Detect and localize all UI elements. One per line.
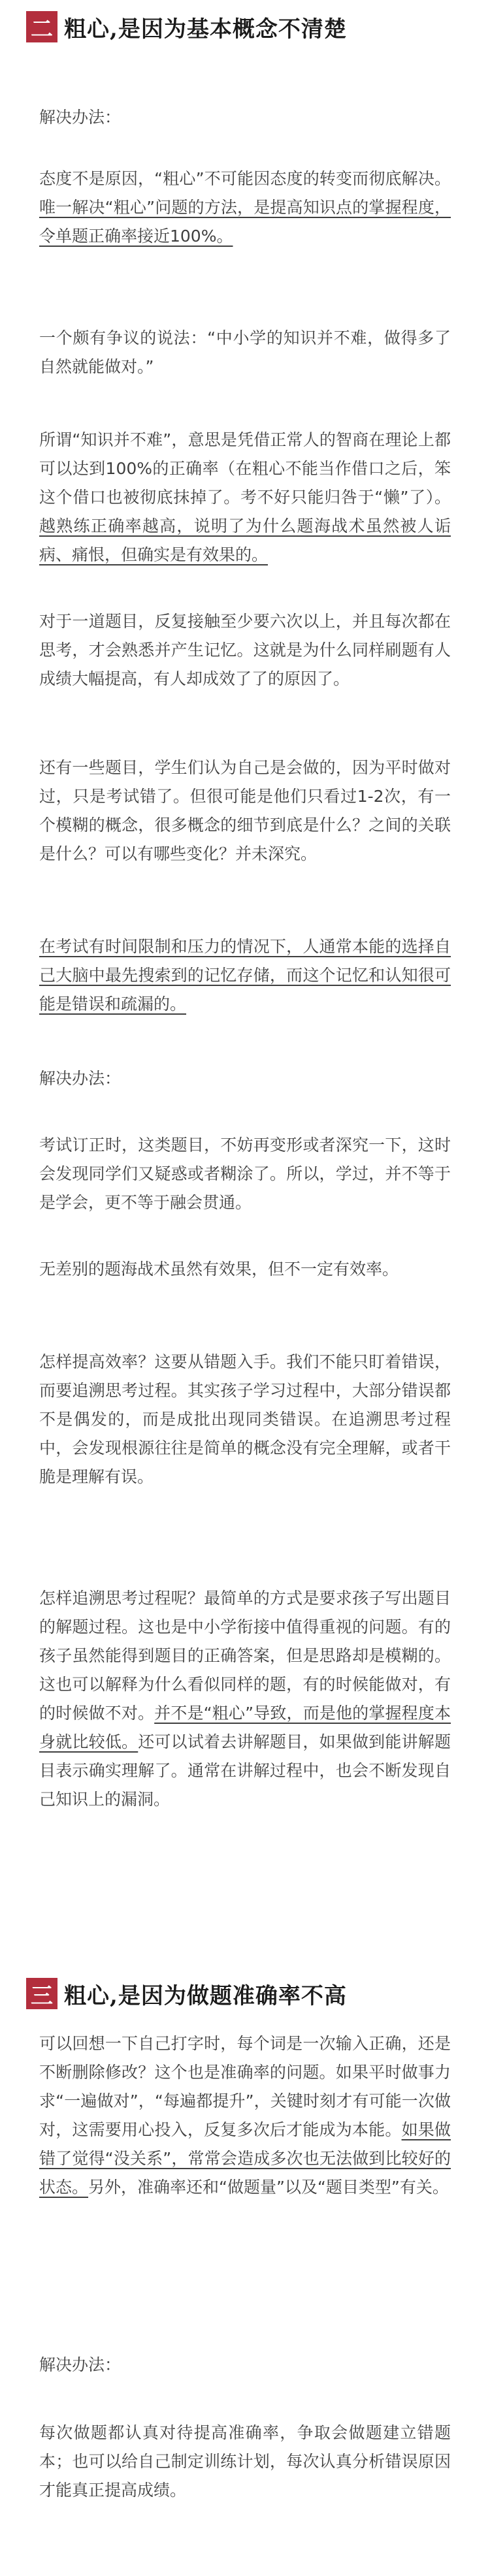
underlined-text: 越熟练正确率越高，说明了为什么题海战术虽然被人诟病、痛恨，但确实是有效果的。 bbox=[39, 517, 451, 564]
paragraph bbox=[39, 932, 451, 1019]
section-number-badge: 三 bbox=[26, 1978, 57, 2009]
underlined-text: 唯一解决“粗心”问题的方法，是提高知识点的掌握程度，令单题正确率接近100%。 bbox=[39, 198, 451, 246]
underlined-text: 并不是“粗心”导致，而是他的掌握程度本身就比较低。 bbox=[39, 1704, 451, 1751]
underlined-text: 如果做错了觉得“没关系”，常常会造成多次也无法做到比较好的状态。 bbox=[39, 2120, 451, 2197]
paragraph: 对于一道题目，反复接触至少要六次以上，并且每次都在思考，才会熟悉并产生记忆。这就是为什么同样刷题有人成绩大幅提高，有人却成效了了的原因了。 bbox=[39, 612, 451, 688]
paragraph: 考试订正时，这类题目，不妨再变形或者深究一下，这时会发现同学们又疑惑或者糊涂了。所以，学过，并不等于是学会，更不等于融会贯通。 bbox=[39, 1136, 451, 1212]
section-title: 粗心,是因为基本概念不清楚 bbox=[64, 16, 347, 42]
paragraph: 每次做题都认真对待提高准确率，争取会做题建立错题本；也可以给自己制定训练计划，每次认真分析错误原因才能真正提高成绩。 bbox=[39, 2423, 451, 2500]
paragraph: 解决办法： bbox=[39, 108, 122, 127]
section-number-badge: 二 bbox=[26, 11, 57, 42]
paragraph: 解决办法： bbox=[39, 2355, 122, 2374]
paragraph: 可以回想一下自己打字时，每个词是一次输入正确，还是不断删除修改？这个也是准确率的问题。如果平时做事力求“一遍做对”，“每遍都提升”，关键时刻才有可能一次做对，这需要用心投入，反复多次后才能成为本能。如果做错了觉得“没关系”，常常会造成多次也无法做到比较好的状态。另外，准确率还和“做题量”以及“题目类型”有关。 bbox=[39, 2034, 451, 2197]
section-heading bbox=[26, 1977, 347, 2010]
section-heading bbox=[26, 10, 347, 43]
paragraph: 态度不是原因，“粗心”不可能因态度的转变而彻底解决。唯一解决“粗心”问题的方法，是提高知识点的掌握程度，令单题正确率接近100%。 bbox=[39, 169, 451, 246]
paragraph: 怎样追溯思考过程呢？最简单的方式是要求孩子写出题目的解题过程。这也是中小学衔接中值得重视的问题。有的孩子虽然能得到题目的正确答案，但是思路却是模糊的。这也可以解释为什么看似同样的题，有的时候能做对，有的时候做不对。并不是“粗心”导致，而是他的掌握程度本身就比较低。还可以试着去讲解题目，如果做到能讲解题目表示确实理解了。通常在讲解过程中，也会不断发现自己知识上的漏洞。 bbox=[39, 1589, 451, 1809]
section-title: 粗心,是因为做题准确率不高 bbox=[64, 1982, 347, 2009]
paragraph: 无差别的题海战术虽然有效果，但不一定有效率。 bbox=[39, 1260, 399, 1279]
paragraph: 怎样提高效率？这要从错题入手。我们不能只盯着错误，而要追溯思考过程。其实孩子学习过程中，大部分错误都不是偶发的，而是成批出现同类错误。在追溯思考过程中，会发现根源往往是简单的概念没有完全理解，或者干脆是理解有误。 bbox=[39, 1352, 451, 1486]
paragraph: 解决办法： bbox=[39, 1069, 122, 1088]
paragraph: 一个颇有争议的说法：“中小学的知识并不难，做得多了自然就能做对。” bbox=[39, 328, 451, 376]
underlined-text: 在考试有时间限制和压力的情况下，人通常本能的选择自己大脑中最先搜索到的记忆存储，而这个记忆和认知很可能是错误和疏漏的。 bbox=[39, 937, 451, 1013]
paragraph: 还有一些题目，学生们认为自己是会做的，因为平时做对过，只是考试错了。但很可能是他们只看过1-2次，有一个模糊的概念，很多概念的细节到底是什么？之间的关联是什么？可以有哪些变化？并未深究。 bbox=[39, 758, 451, 863]
paragraph: 所谓“知识并不难”，意思是凭借正常人的智商在理论上都可以达到100%的正确率（在粗心不能当作借口之后，笨这个借口也被彻底抹掉了。考不好只能归咎于“懒”了）。越熟练正确率越高，说明了为什么题海战术虽然被人诟病、痛恨，但确实是有效果的。 bbox=[39, 430, 451, 564]
